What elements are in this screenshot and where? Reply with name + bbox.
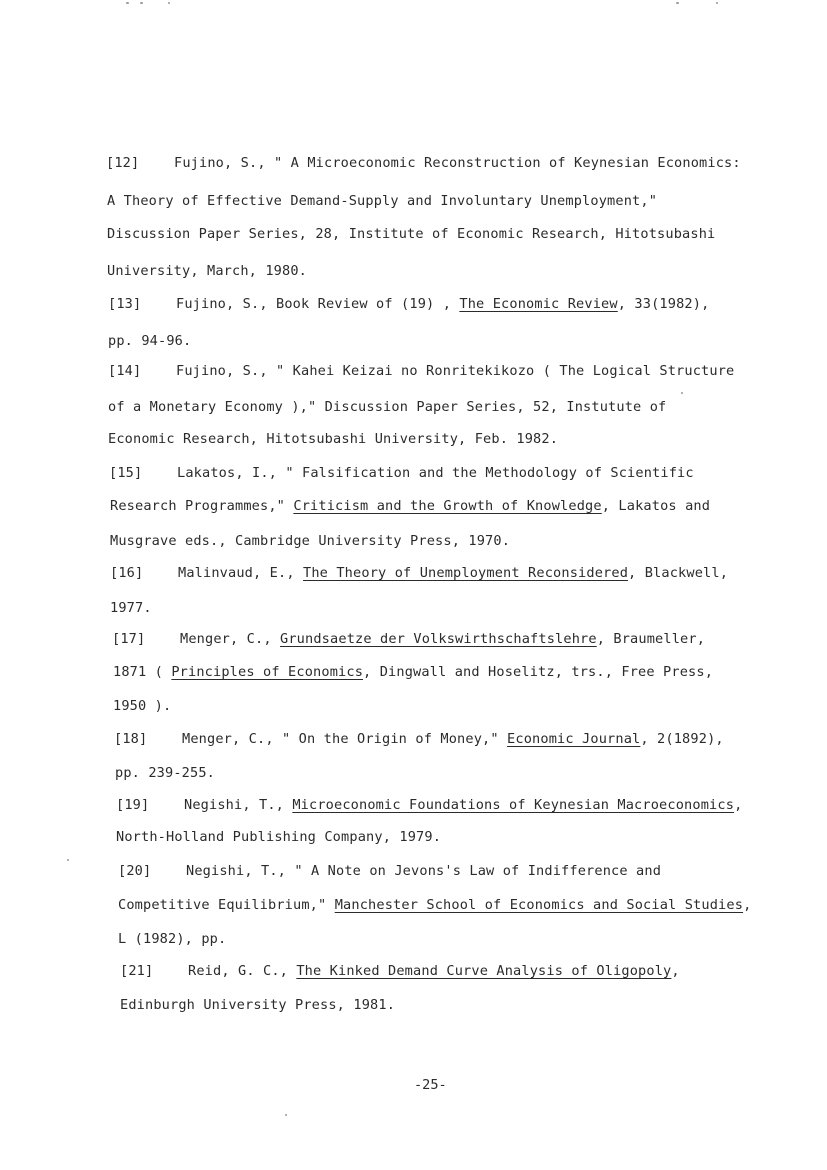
page-number: -25- xyxy=(414,1077,447,1093)
reference-title-underlined: Microeconomic Foundations of Keynesian Macroeconomics xyxy=(292,797,735,813)
reference-title-underlined: Principles of Economics xyxy=(171,664,364,680)
reference-number: [13] xyxy=(108,296,142,312)
scan-speck xyxy=(168,2,170,4)
scan-speck xyxy=(126,2,129,4)
reference-line: Competitive Equilibrium," Manchester School of Economics and Social Studies, xyxy=(118,897,752,913)
reference-number: [19] xyxy=(116,797,150,813)
reference-line: of a Monetary Economy )," Discussion Paper Series, 52, Instutute of xyxy=(108,399,667,415)
reference-line: [21] Reid, G. C., The Kinked Demand Curve Analysis of Oligopoly, xyxy=(120,963,680,979)
reference-number: [17] xyxy=(112,631,146,647)
reference-line: [12] Fujino, S., " A Microeconomic Reconstruction of Keynesian Economics: xyxy=(106,155,741,171)
reference-number: [21] xyxy=(120,963,154,979)
scan-speck xyxy=(681,392,683,394)
reference-title-underlined: The Kinked Demand Curve Analysis of Oligopoly xyxy=(296,963,672,979)
scan-speck xyxy=(67,859,69,861)
reference-line: pp. 94-96. xyxy=(108,333,192,349)
reference-title-underlined: Manchester School of Economics and Social Studies xyxy=(334,897,744,913)
reference-line: 1871 ( Principles of Economics, Dingwall and Hoselitz, trs., Free Press, xyxy=(113,664,714,680)
reference-title-underlined: The Economic Review xyxy=(459,296,618,312)
reference-line: L (1982), pp. xyxy=(118,931,227,947)
reference-number: [12] xyxy=(106,155,140,171)
reference-line: [20] Negishi, T., " A Note on Jevons's Law of Indifference and xyxy=(118,863,662,879)
scan-speck xyxy=(140,2,143,4)
reference-number: [18] xyxy=(114,731,148,747)
reference-number: [15] xyxy=(109,465,143,481)
reference-title-underlined: Grundsaetze der Volkswirthschaftslehre xyxy=(280,631,597,647)
reference-line: [18] Menger, C., " On the Origin of Money," Economic Journal, 2(1892), xyxy=(114,731,724,747)
reference-line: [16] Malinvaud, E., The Theory of Unemployment Reconsidered, Blackwell, xyxy=(110,565,729,581)
reference-line: A Theory of Effective Demand-Supply and Involuntary Unemployment," xyxy=(107,193,658,209)
reference-title-underlined: Criticism and the Growth of Knowledge xyxy=(293,498,602,514)
scan-speck xyxy=(285,1114,287,1116)
reference-line: [17] Menger, C., Grundsaetze der Volkswirthschaftslehre, Braumeller, xyxy=(112,631,706,647)
reference-line: 1977. xyxy=(110,600,152,616)
reference-line: Economic Research, Hitotsubashi University, Feb. 1982. xyxy=(108,431,559,447)
reference-title-underlined: The Theory of Unemployment Reconsidered xyxy=(303,565,629,581)
reference-line: [15] Lakatos, I., " Falsification and the Methodology of Scientific xyxy=(109,465,694,481)
reference-line: 1950 ). xyxy=(113,698,172,714)
reference-number: [14] xyxy=(108,363,142,379)
reference-line: North-Holland Publishing Company, 1979. xyxy=(116,829,442,845)
reference-line: [14] Fujino, S., " Kahei Keizai no Ronritekikozo ( The Logical Structure xyxy=(108,363,735,379)
scan-speck xyxy=(676,2,679,4)
reference-line: Edinburgh University Press, 1981. xyxy=(120,997,396,1013)
reference-line: [13] Fujino, S., Book Review of (19) , The Economic Review, 33(1982), xyxy=(108,296,710,312)
reference-number: [16] xyxy=(110,565,144,581)
reference-line: University, March, 1980. xyxy=(107,263,308,279)
reference-number: [20] xyxy=(118,863,152,879)
reference-line: pp. 239-255. xyxy=(115,765,216,781)
scan-speck xyxy=(716,2,718,4)
reference-line: Discussion Paper Series, 28, Institute of Economic Research, Hitotsubashi xyxy=(107,226,716,242)
reference-title-underlined: Economic Journal xyxy=(507,731,641,747)
reference-line: [19] Negishi, T., Microeconomic Foundations of Keynesian Macroeconomics, xyxy=(116,797,743,813)
reference-line: Research Programmes," Criticism and the Growth of Knowledge, Lakatos and xyxy=(110,498,711,514)
reference-line: Musgrave eds., Cambridge University Press, 1970. xyxy=(110,533,511,549)
